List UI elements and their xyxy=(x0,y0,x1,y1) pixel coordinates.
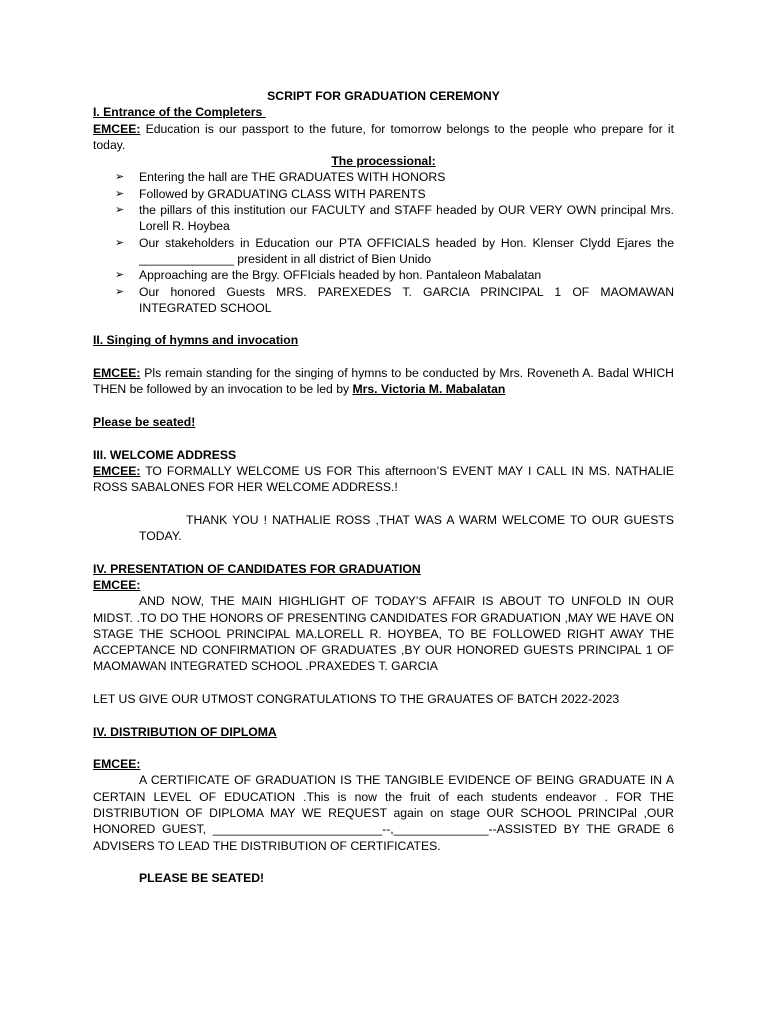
spacer xyxy=(93,316,674,332)
congratulations-text: LET US GIVE OUR UTMOST CONGRATULATIONS TO THE GRAUATES OF BATCH 2022-2023 xyxy=(93,691,620,706)
section3-emcee-text: TO FORMALLY WELCOME US FOR This afternoon’S EVENT MAY I CALL IN MS. NATHALIE ROSS SABALONES FOR HER WELCOME ADDRESS.! xyxy=(93,463,674,495)
list-item-text: Followed by GRADUATING CLASS WITH PARENTS xyxy=(139,186,426,201)
emcee-label: EMCEE: xyxy=(93,757,141,772)
list-item xyxy=(93,202,674,235)
section4-heading: IV. PRESENTATION OF CANDIDATES FOR GRADUATION xyxy=(93,561,421,576)
spacer xyxy=(93,854,674,870)
section1-emcee-text: Education is our passport to the future, for tomorrow belongs to the people who prepare for it today. xyxy=(93,121,674,152)
section2-emcee-paragraph xyxy=(93,365,674,398)
spacer xyxy=(93,495,674,511)
section3-emcee-paragraph xyxy=(93,463,674,496)
invocation-leader: Mrs. Victoria M. Mabalatan xyxy=(352,382,506,397)
list-item-text: Entering the hall are THE GRADUATES WITH HONORS xyxy=(139,170,446,185)
list-item xyxy=(93,169,674,185)
processional-heading: The processional: xyxy=(331,154,436,169)
processional-list xyxy=(93,169,674,316)
section2-emcee-text: Pls remain standing for the singing of hymns to be conducted by Mrs. Roveneth A. Badal WHICH THEN be followed by an invocation to be led by xyxy=(93,366,674,397)
emcee-label: EMCEE: xyxy=(93,121,141,136)
list-item xyxy=(93,267,674,283)
emcee-label: EMCEE: xyxy=(93,577,141,592)
spacer xyxy=(93,740,674,756)
arrow-bullet-icon: ➢ xyxy=(115,187,125,200)
document-title: SCRIPT FOR GRADUATION CEREMONY xyxy=(267,89,500,103)
spacer xyxy=(93,675,674,691)
section2-heading: II. Singing of hymns and invocation xyxy=(93,333,299,348)
document-page xyxy=(93,88,674,887)
please-be-seated-final: PLEASE BE SEATED! xyxy=(139,871,265,886)
spacer xyxy=(93,398,674,414)
list-item-text: Our honored Guests MRS. PAREXEDES T. GARCIA PRINCIPAL 1 OF MAOMAWAN INTEGRATED SCHOOL xyxy=(139,284,674,315)
arrow-bullet-icon: ➢ xyxy=(115,269,125,282)
list-item xyxy=(93,235,674,268)
section5-text: A CERTIFICATE OF GRADUATION IS THE TANGIBLE EVIDENCE OF BEING GRADUATE IN A CERTAIN LEVEL OF EDUCATION .This is now the fruit of each students endeavor . FOR THE DISTRIBUTION OF DIPLOMA MAY WE REQUEST again on stage OUR SCHOOL PRINCIPal ,OUR HONORED GUEST, _________________________--,______________--ASSISTED BY THE GRADE 6 ADVISERS TO LEAD THE DISTRIBUTION OF CERTIFICATES. xyxy=(93,773,674,853)
spacer xyxy=(93,707,674,723)
list-item xyxy=(93,284,674,317)
list-item-text: the pillars of this institution our FACULTY and STAFF headed by OUR VERY OWN principal Mrs. Lorell R. Hoybea xyxy=(139,203,674,234)
emcee-label: EMCEE: xyxy=(93,366,141,381)
list-item-text: Approaching are the Brgy. OFFIcials headed by hon. Pantaleon Mabalatan xyxy=(139,268,542,283)
section3-heading: III. WELCOME ADDRESS xyxy=(93,447,237,462)
emcee-label: EMCEE: xyxy=(93,463,141,478)
spacer xyxy=(93,430,674,446)
section5-heading: IV. DISTRIBUTION OF DIPLOMA xyxy=(93,724,277,739)
arrow-bullet-icon: ➢ xyxy=(115,236,125,249)
section1-heading: I. Entrance of the Completers xyxy=(93,105,266,120)
spacer xyxy=(93,349,674,365)
welcome-thanks: THANK YOU ! NATHALIE ROSS ,THAT WAS A WARM WELCOME TO OUR GUESTS TODAY. xyxy=(139,512,674,544)
arrow-bullet-icon: ➢ xyxy=(115,171,125,184)
list-item xyxy=(93,186,674,202)
section4-text: AND NOW, THE MAIN HIGHLIGHT OF TODAY’S AFFAIR IS ABOUT TO UNFOLD IN OUR MIDST. .TO DO THE HONORS OF PRESENTING CANDIDATES FOR GRADUATION ,MAY WE HAVE ON STAGE THE SCHOOL PRINCIPAL MA.LORELL R. HOYBEA, TO BE FOLLOWED RIGHT AWAY THE ACCEPTANCE ND CONFIRMATION OF GRADUATES ,BY OUR HONORED GUESTS PRINCIPAL 1 OF MAOMAWAN INTEGRATED SCHOOL .PRAXEDES T. GARCIA xyxy=(93,594,674,674)
please-be-seated: Please be seated! xyxy=(93,414,196,429)
section1-emcee-paragraph xyxy=(93,121,674,154)
list-item-text: Our stakeholders in Education our PTA OFFICIALS headed by Hon. Klenser Clydd Ejares the ______________ president in all district of Bien Unido xyxy=(139,235,674,266)
arrow-bullet-icon: ➢ xyxy=(115,204,125,217)
spacer xyxy=(93,544,674,560)
arrow-bullet-icon: ➢ xyxy=(115,285,125,298)
